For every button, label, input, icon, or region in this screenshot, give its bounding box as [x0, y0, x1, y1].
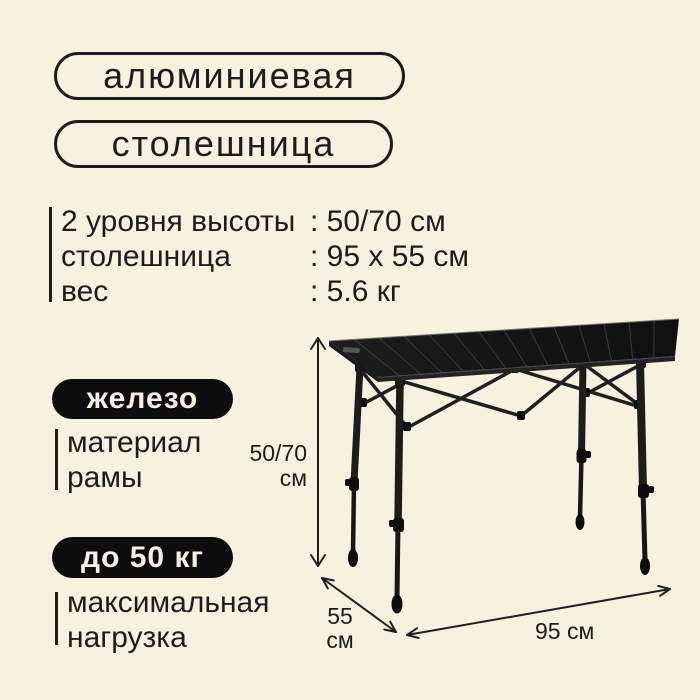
- caption-line: рамы: [67, 461, 143, 494]
- max-load-divider: [55, 592, 58, 645]
- table-legs: [345, 362, 654, 614]
- spec-value: : 5.6 кг: [310, 275, 401, 308]
- headline-text-aluminum: алюминиевая: [103, 55, 356, 96]
- spec-value: : 95 x 55 см: [310, 240, 470, 273]
- caption-line: максимальная: [67, 586, 270, 619]
- height-dimension-arrow: [311, 338, 325, 566]
- spec-label: 2 уровня высоты: [61, 205, 296, 238]
- spec-row-weight: [61, 274, 469, 309]
- width-value: 95 см: [535, 618, 595, 644]
- frame-material-badge: [52, 379, 233, 419]
- height-unit: см: [279, 465, 307, 491]
- headline-pill-tabletop: [54, 120, 393, 168]
- frame-material-divider: [55, 429, 58, 490]
- width-dimension-label: [535, 619, 594, 644]
- height-value: 50/70: [249, 440, 307, 466]
- max-load-caption: [67, 585, 269, 655]
- caption-line: материал: [67, 426, 202, 459]
- badge-text: до 50 кг: [81, 540, 204, 574]
- badge-text: железо: [86, 382, 199, 415]
- depth-dimension-label: [314, 604, 366, 652]
- depth-unit: см: [326, 627, 354, 653]
- headline-pill-aluminum: [54, 52, 405, 100]
- max-load-badge: [52, 537, 233, 578]
- specs-list: [61, 204, 469, 309]
- spec-row-height: [61, 204, 469, 239]
- frame-material-caption: [67, 425, 201, 495]
- spec-value: : 50/70 см: [310, 205, 446, 238]
- specs-divider: [49, 207, 52, 302]
- headline-text-tabletop: столешница: [111, 123, 336, 164]
- spec-label: столешница: [61, 240, 231, 273]
- spec-label: вес: [61, 275, 109, 308]
- caption-line: нагрузка: [67, 621, 187, 654]
- spec-row-tabletop: [61, 239, 469, 274]
- height-dimension-label: [230, 441, 307, 491]
- depth-value: 55: [327, 603, 353, 629]
